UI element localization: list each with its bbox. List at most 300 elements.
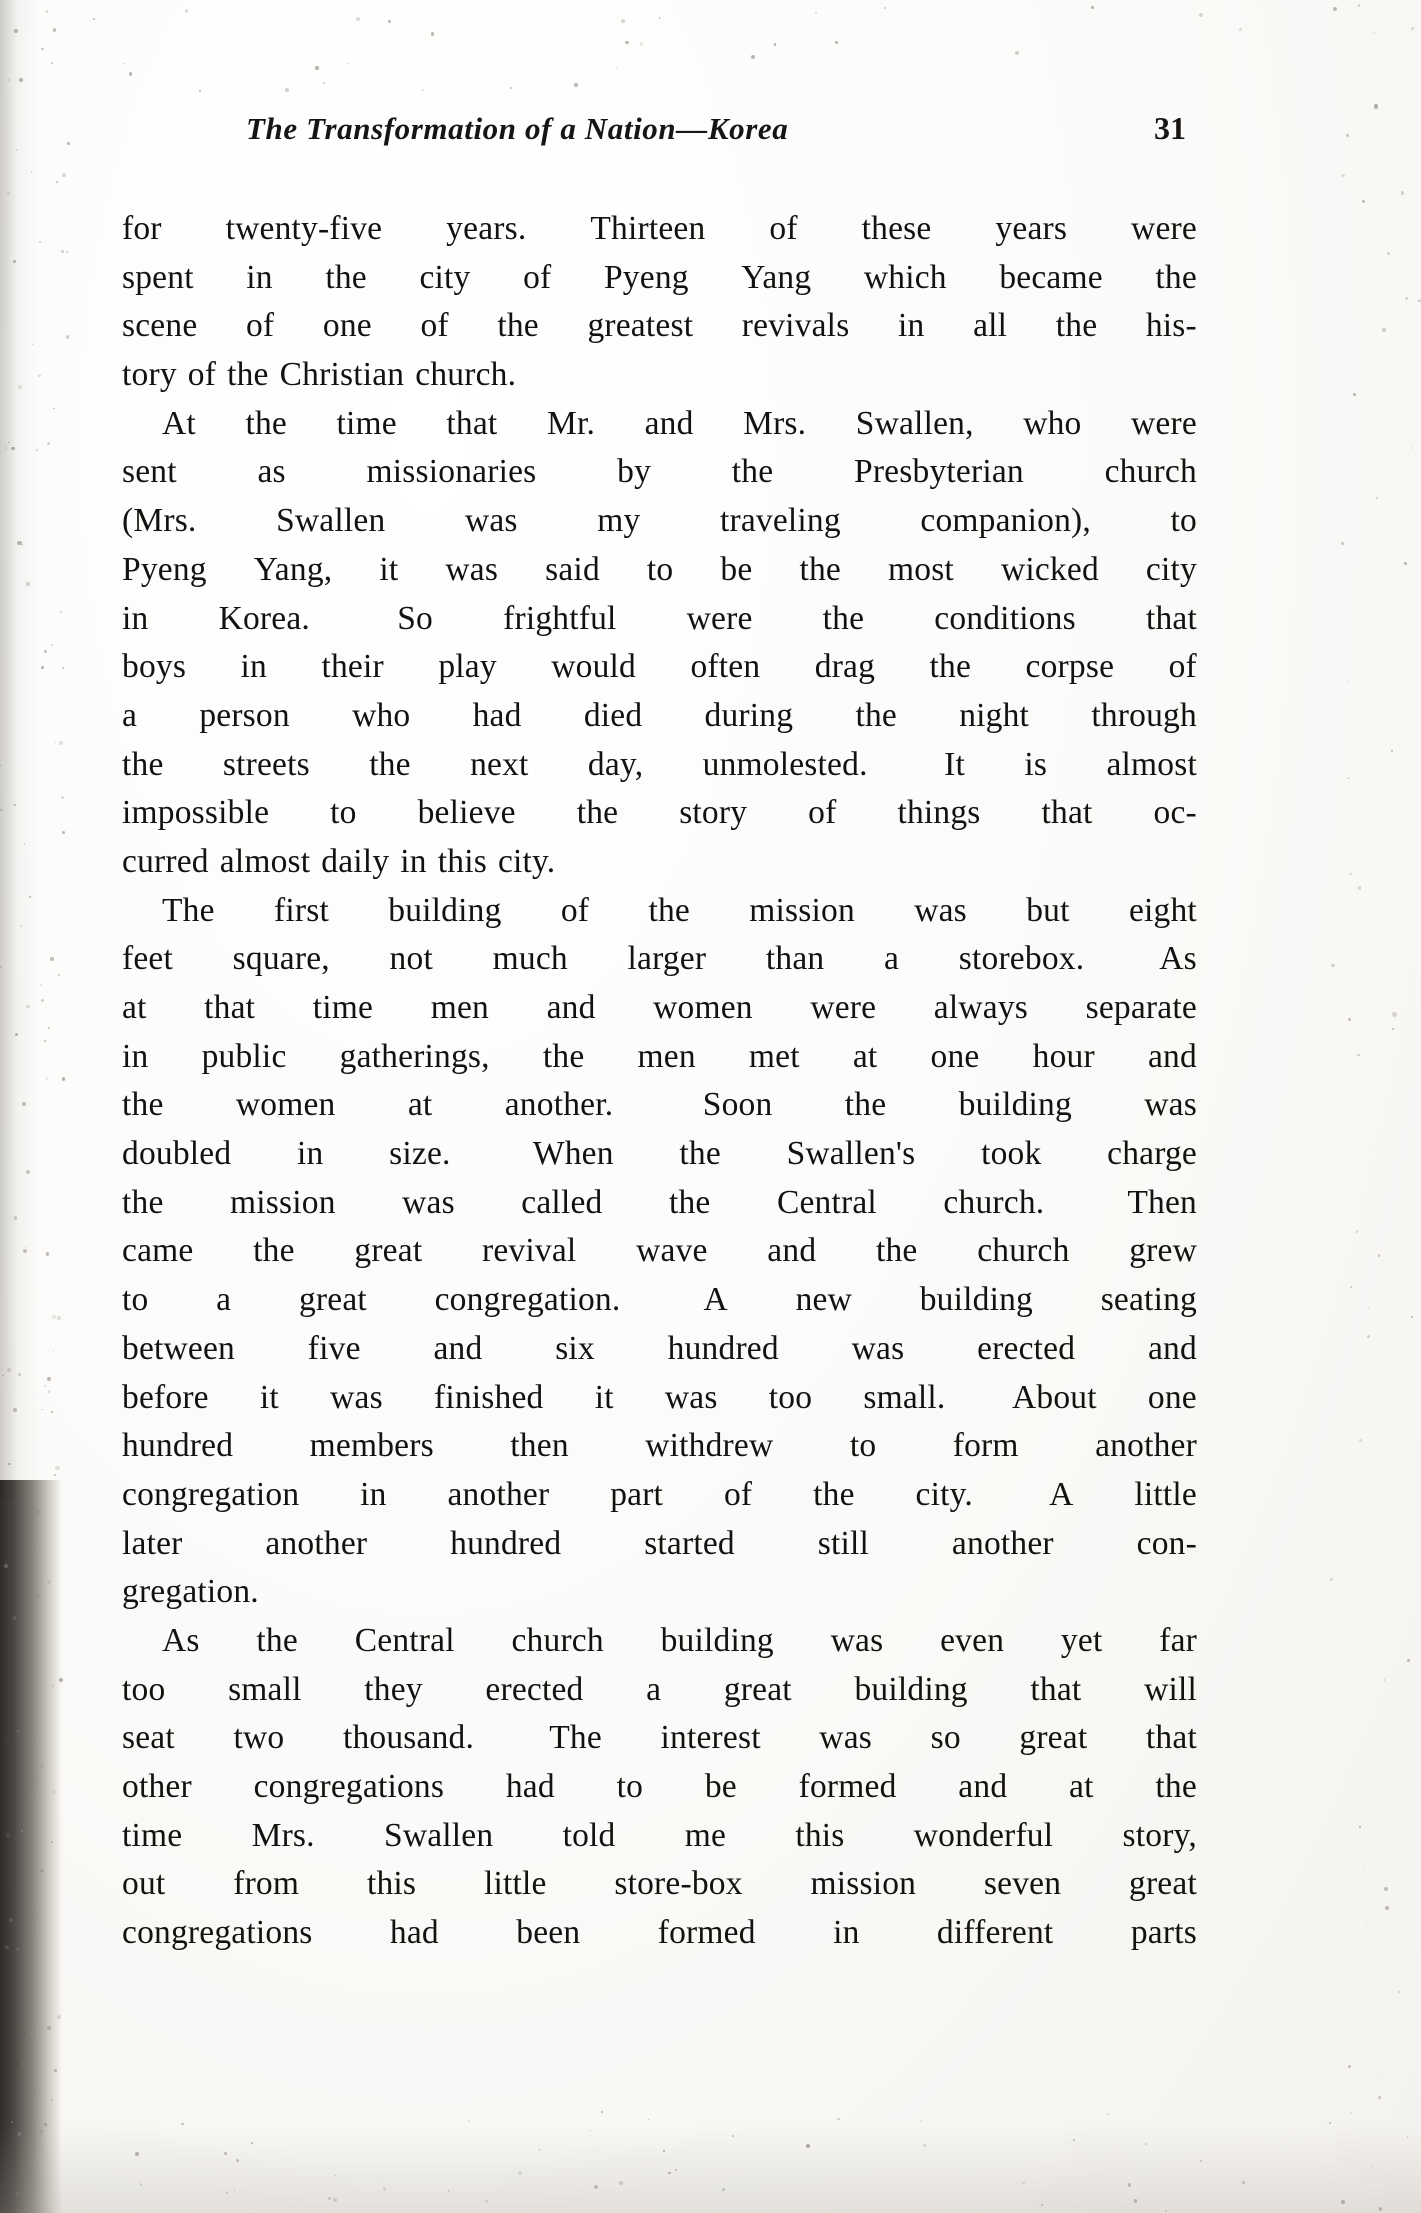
word: Mrs. <box>251 1816 315 1854</box>
word: too <box>768 1378 813 1416</box>
word: About <box>996 1378 1097 1416</box>
word: the <box>813 1475 855 1513</box>
word: of <box>723 1475 753 1513</box>
word: at <box>407 1086 433 1124</box>
word: greatest <box>587 307 694 345</box>
word: wicked <box>1000 550 1099 588</box>
word: city. <box>915 1475 973 1513</box>
text-line <box>122 1860 1197 1909</box>
word: frightful <box>503 599 617 637</box>
word: men <box>430 989 489 1026</box>
text-line <box>122 1909 1197 1958</box>
word: two <box>233 1719 285 1757</box>
word: eight <box>1128 891 1197 929</box>
word: part <box>610 1475 664 1513</box>
word: five <box>307 1329 361 1367</box>
word: the <box>227 356 269 394</box>
word: Yang <box>741 258 812 296</box>
word: who <box>352 696 411 734</box>
word: things <box>897 794 981 832</box>
word: building <box>660 1621 774 1659</box>
word: always <box>933 989 1029 1026</box>
word: believe <box>417 794 516 832</box>
word: wonderful <box>913 1816 1054 1854</box>
word: had <box>505 1768 555 1805</box>
text-line <box>122 692 1197 741</box>
word: years <box>995 210 1068 247</box>
word: great <box>354 1232 423 1270</box>
word: through <box>1091 696 1197 734</box>
word: of <box>769 210 798 247</box>
word: told <box>562 1816 616 1854</box>
word: hundred <box>122 1427 234 1465</box>
word: play <box>438 648 497 686</box>
text-line <box>122 1033 1197 1082</box>
word: out <box>122 1865 166 1903</box>
word: formed <box>657 1914 756 1952</box>
word: Mrs. <box>743 404 807 442</box>
word: small <box>228 1670 302 1708</box>
word: congregations <box>253 1768 445 1805</box>
word: missionaries <box>366 453 537 491</box>
word: form <box>952 1427 1019 1465</box>
word: another <box>1095 1427 1197 1465</box>
word: building <box>388 891 502 929</box>
word: story, <box>1122 1816 1197 1854</box>
word: formed <box>798 1768 897 1805</box>
word: great <box>1019 1719 1088 1757</box>
word: had <box>389 1914 439 1952</box>
word: It <box>927 745 966 783</box>
word: a <box>216 1281 232 1319</box>
word: the <box>369 745 411 783</box>
word: spent <box>122 258 194 296</box>
word: Swallen <box>276 502 386 540</box>
word: at <box>1069 1768 1094 1805</box>
word: a <box>122 696 138 734</box>
running-head <box>246 110 1186 147</box>
word: traveling <box>719 502 841 540</box>
word: been <box>516 1914 581 1952</box>
word: said <box>545 550 600 588</box>
word: At <box>162 404 196 442</box>
word: the <box>542 1037 585 1075</box>
word: of <box>808 794 837 832</box>
word: and <box>1147 1329 1197 1367</box>
word: Then <box>1110 1183 1197 1221</box>
paragraph <box>122 1617 1197 1958</box>
word: became <box>999 258 1103 296</box>
word: the <box>1155 258 1197 296</box>
word: separate <box>1085 989 1197 1026</box>
word: the <box>122 1183 164 1221</box>
text-line <box>122 497 1197 546</box>
word: the <box>122 1086 164 1124</box>
paragraph <box>122 887 1197 1617</box>
word: the <box>929 648 972 686</box>
text-line <box>122 400 1197 449</box>
word: to <box>646 550 674 588</box>
word: A <box>688 1281 728 1319</box>
word: were <box>686 599 753 637</box>
word: one <box>322 307 372 345</box>
word: mission <box>749 891 855 929</box>
word: church <box>1104 453 1197 491</box>
word: from <box>233 1865 300 1903</box>
word: the <box>245 404 287 442</box>
word: larger <box>627 940 707 978</box>
word: the <box>679 1135 721 1173</box>
word: later <box>122 1524 183 1562</box>
word: for <box>122 210 162 247</box>
word: congregation. <box>434 1281 621 1319</box>
word: first <box>273 891 329 929</box>
word: different <box>936 1914 1054 1952</box>
word: was <box>914 891 967 929</box>
word: were <box>1131 210 1197 247</box>
word: then <box>510 1427 569 1465</box>
word: would <box>551 648 636 686</box>
word: was <box>464 502 518 540</box>
word: was <box>851 1329 905 1367</box>
word: doubled <box>122 1135 232 1173</box>
word: which <box>863 258 947 296</box>
word: most <box>887 550 954 588</box>
word: mission <box>230 1183 336 1221</box>
word: were <box>810 989 877 1026</box>
word: corpse <box>1025 648 1115 686</box>
word: scene <box>122 307 198 345</box>
word: than <box>765 940 825 978</box>
word: congregations <box>122 1914 313 1952</box>
word: that <box>204 989 256 1026</box>
word: in <box>122 1037 149 1075</box>
word: in <box>898 307 925 345</box>
body-text <box>122 205 1197 1958</box>
text-line <box>122 1617 1197 1666</box>
word: at <box>852 1037 878 1075</box>
word: other <box>122 1768 192 1805</box>
word: the <box>799 550 841 588</box>
word: that <box>1041 794 1093 832</box>
word: interest <box>660 1719 761 1757</box>
word: the <box>855 696 897 734</box>
text-line <box>122 1179 1197 1228</box>
word: Swallen, <box>855 404 974 442</box>
word: story <box>679 794 748 832</box>
word: had <box>472 696 522 734</box>
text-line <box>122 1422 1197 1471</box>
word: time <box>122 1816 183 1854</box>
word: not <box>389 940 433 978</box>
word: the <box>122 745 164 783</box>
text-line <box>122 887 1197 936</box>
word: of <box>560 891 590 929</box>
word: the <box>1055 307 1098 345</box>
paragraph <box>122 400 1197 887</box>
word: Korea. <box>218 599 310 637</box>
word: that <box>1145 1719 1197 1757</box>
word: impossible <box>122 794 270 832</box>
word: time <box>312 989 374 1026</box>
word: me <box>684 1816 727 1854</box>
word: gregation. <box>122 1573 259 1611</box>
word: another <box>447 1475 550 1513</box>
word: another. <box>504 1086 614 1124</box>
text-line <box>122 254 1197 303</box>
word: Yang, <box>253 550 333 588</box>
word: As <box>162 1621 200 1659</box>
word: Pyeng <box>603 258 689 296</box>
word: women <box>235 1086 336 1124</box>
word: erected <box>485 1670 584 1708</box>
word: in <box>122 599 149 637</box>
word: was <box>402 1183 455 1221</box>
word: A <box>1033 1475 1074 1513</box>
word: came <box>122 1232 194 1270</box>
word: the <box>648 891 690 929</box>
word: be <box>704 1768 737 1805</box>
word: building <box>958 1086 1072 1124</box>
word: Soon <box>685 1086 773 1124</box>
word: (Mrs. <box>122 502 197 540</box>
word: was <box>330 1378 383 1416</box>
word: the <box>844 1086 887 1124</box>
word: will <box>1144 1670 1197 1708</box>
running-head-title: The Transformation of a Nation—Korea <box>246 111 789 146</box>
word: this <box>366 1865 417 1903</box>
word: mission <box>810 1865 917 1903</box>
word: during <box>704 696 794 734</box>
text-line <box>122 595 1197 644</box>
text-line <box>122 1325 1197 1374</box>
word: finished <box>433 1378 544 1416</box>
word: revival <box>482 1232 577 1270</box>
word: erected <box>977 1329 1076 1367</box>
word: congregation <box>122 1475 300 1513</box>
text-line <box>122 1812 1197 1861</box>
word: one <box>930 1037 980 1075</box>
word: one <box>1147 1378 1197 1416</box>
word: much <box>492 940 568 978</box>
text-line <box>122 205 1197 254</box>
word: the <box>731 453 774 491</box>
word: in <box>360 1475 387 1513</box>
word: seat <box>122 1719 175 1757</box>
word: Thirteen <box>590 210 706 247</box>
word: withdrew <box>645 1427 774 1465</box>
word: Christian <box>279 356 405 394</box>
word: the <box>668 1183 711 1221</box>
text-line <box>122 1227 1197 1276</box>
word: hour <box>1032 1037 1095 1075</box>
word: of <box>523 258 552 296</box>
word: of <box>420 307 449 345</box>
word: streets <box>222 745 310 783</box>
word: charge <box>1107 1135 1197 1173</box>
word: far <box>1159 1621 1197 1659</box>
word: public <box>201 1037 287 1075</box>
text-line <box>122 1374 1197 1423</box>
word: storebox. <box>958 940 1085 978</box>
word: years. <box>446 210 527 247</box>
word: in <box>246 258 273 296</box>
word: took <box>981 1135 1042 1173</box>
word: boys <box>122 648 187 686</box>
paragraph <box>122 205 1197 400</box>
word: in <box>240 648 268 686</box>
text-line <box>122 1471 1197 1520</box>
word: daily <box>321 842 390 880</box>
word: their <box>321 648 384 686</box>
word: So <box>380 599 434 637</box>
word: size. <box>389 1135 451 1173</box>
word: little <box>1134 1475 1197 1513</box>
word: between <box>122 1329 236 1367</box>
word: a <box>646 1670 662 1708</box>
word: of <box>1168 648 1197 686</box>
word: that <box>1030 1670 1082 1708</box>
word: the <box>875 1232 918 1270</box>
word: even <box>940 1621 1005 1659</box>
word: and <box>433 1329 483 1367</box>
word: revivals <box>741 307 850 345</box>
text-line <box>122 1714 1197 1763</box>
text-line <box>122 1763 1197 1812</box>
word: church. <box>943 1183 1045 1221</box>
word: new <box>795 1281 852 1319</box>
word: church <box>977 1232 1070 1270</box>
word: and <box>767 1232 817 1270</box>
word: As <box>1143 940 1197 978</box>
word: another <box>265 1524 368 1562</box>
word: died <box>583 696 643 734</box>
word: small. <box>863 1378 946 1416</box>
word: they <box>364 1670 423 1708</box>
word: wave <box>636 1232 708 1270</box>
word: great <box>298 1281 367 1319</box>
word: The <box>532 1719 602 1757</box>
word: great <box>723 1670 792 1708</box>
word: sent <box>122 453 177 491</box>
word: six <box>555 1329 595 1367</box>
text-line <box>122 984 1197 1033</box>
word: Swallen's <box>786 1135 916 1173</box>
word: so <box>930 1719 961 1757</box>
word: feet <box>122 940 174 978</box>
word: the <box>1155 1768 1197 1805</box>
word: city. <box>497 842 556 880</box>
word: yet <box>1060 1621 1103 1659</box>
word: all <box>973 307 1008 345</box>
word: was <box>830 1621 884 1659</box>
word: by <box>617 453 652 491</box>
word: Central <box>776 1183 877 1221</box>
word: it <box>594 1378 614 1416</box>
word: met <box>748 1037 800 1075</box>
word: at <box>122 989 147 1026</box>
word: was <box>819 1719 872 1757</box>
word: great <box>1129 1865 1197 1903</box>
word: Pyeng <box>122 550 207 588</box>
word: men <box>637 1037 696 1075</box>
word: almost <box>1106 745 1197 783</box>
text-line <box>122 1081 1197 1130</box>
text-line <box>122 789 1197 838</box>
word: called <box>521 1183 603 1221</box>
word: thousand. <box>342 1719 475 1757</box>
word: to <box>330 794 357 832</box>
word: to <box>1170 502 1197 540</box>
word: conditions <box>934 599 1076 637</box>
word: was <box>1144 1086 1197 1124</box>
word: seating <box>1100 1281 1197 1319</box>
word: it <box>259 1378 279 1416</box>
word: to <box>122 1281 149 1319</box>
word: church <box>511 1621 604 1659</box>
word: and <box>1147 1037 1197 1075</box>
word: and <box>644 404 694 442</box>
word: Mr. <box>546 404 596 442</box>
word: often <box>690 648 761 686</box>
word: this <box>795 1816 845 1854</box>
word: twenty-five <box>225 210 383 247</box>
word: a <box>884 940 900 978</box>
word: that <box>446 404 498 442</box>
word: day, <box>587 745 644 783</box>
word: another <box>951 1524 1054 1562</box>
word: still <box>817 1524 870 1562</box>
word: members <box>309 1427 434 1465</box>
word: gatherings, <box>339 1037 490 1075</box>
word: unmolested. <box>702 745 868 783</box>
text-line <box>122 351 1197 400</box>
text-line <box>122 741 1197 790</box>
text-line <box>122 1520 1197 1569</box>
word: to <box>849 1427 877 1465</box>
word: the <box>325 258 367 296</box>
word: oc- <box>1153 794 1197 832</box>
word: companion), <box>920 502 1091 540</box>
word: the <box>497 307 539 345</box>
word: next <box>470 745 529 783</box>
word: almost <box>219 842 311 880</box>
word: The <box>162 891 215 929</box>
text-line <box>122 448 1197 497</box>
word: Central <box>354 1621 455 1659</box>
text-line <box>122 1568 1197 1617</box>
word: Swallen <box>384 1816 494 1854</box>
word: building <box>919 1281 1033 1319</box>
word: as <box>257 453 286 491</box>
word: When <box>516 1135 614 1173</box>
word: seven <box>983 1865 1062 1903</box>
text-line <box>122 935 1197 984</box>
word: city <box>419 258 471 296</box>
word: the <box>576 794 619 832</box>
word: that <box>1145 599 1197 637</box>
word: store-box <box>614 1865 743 1903</box>
text-line <box>122 1276 1197 1325</box>
word: city <box>1145 550 1197 588</box>
word: too <box>122 1670 166 1708</box>
word: in <box>833 1914 860 1952</box>
text-line <box>122 1666 1197 1715</box>
word: be <box>720 550 753 588</box>
word: this <box>437 842 487 880</box>
word: and <box>546 989 596 1026</box>
word: hundred <box>667 1329 779 1367</box>
